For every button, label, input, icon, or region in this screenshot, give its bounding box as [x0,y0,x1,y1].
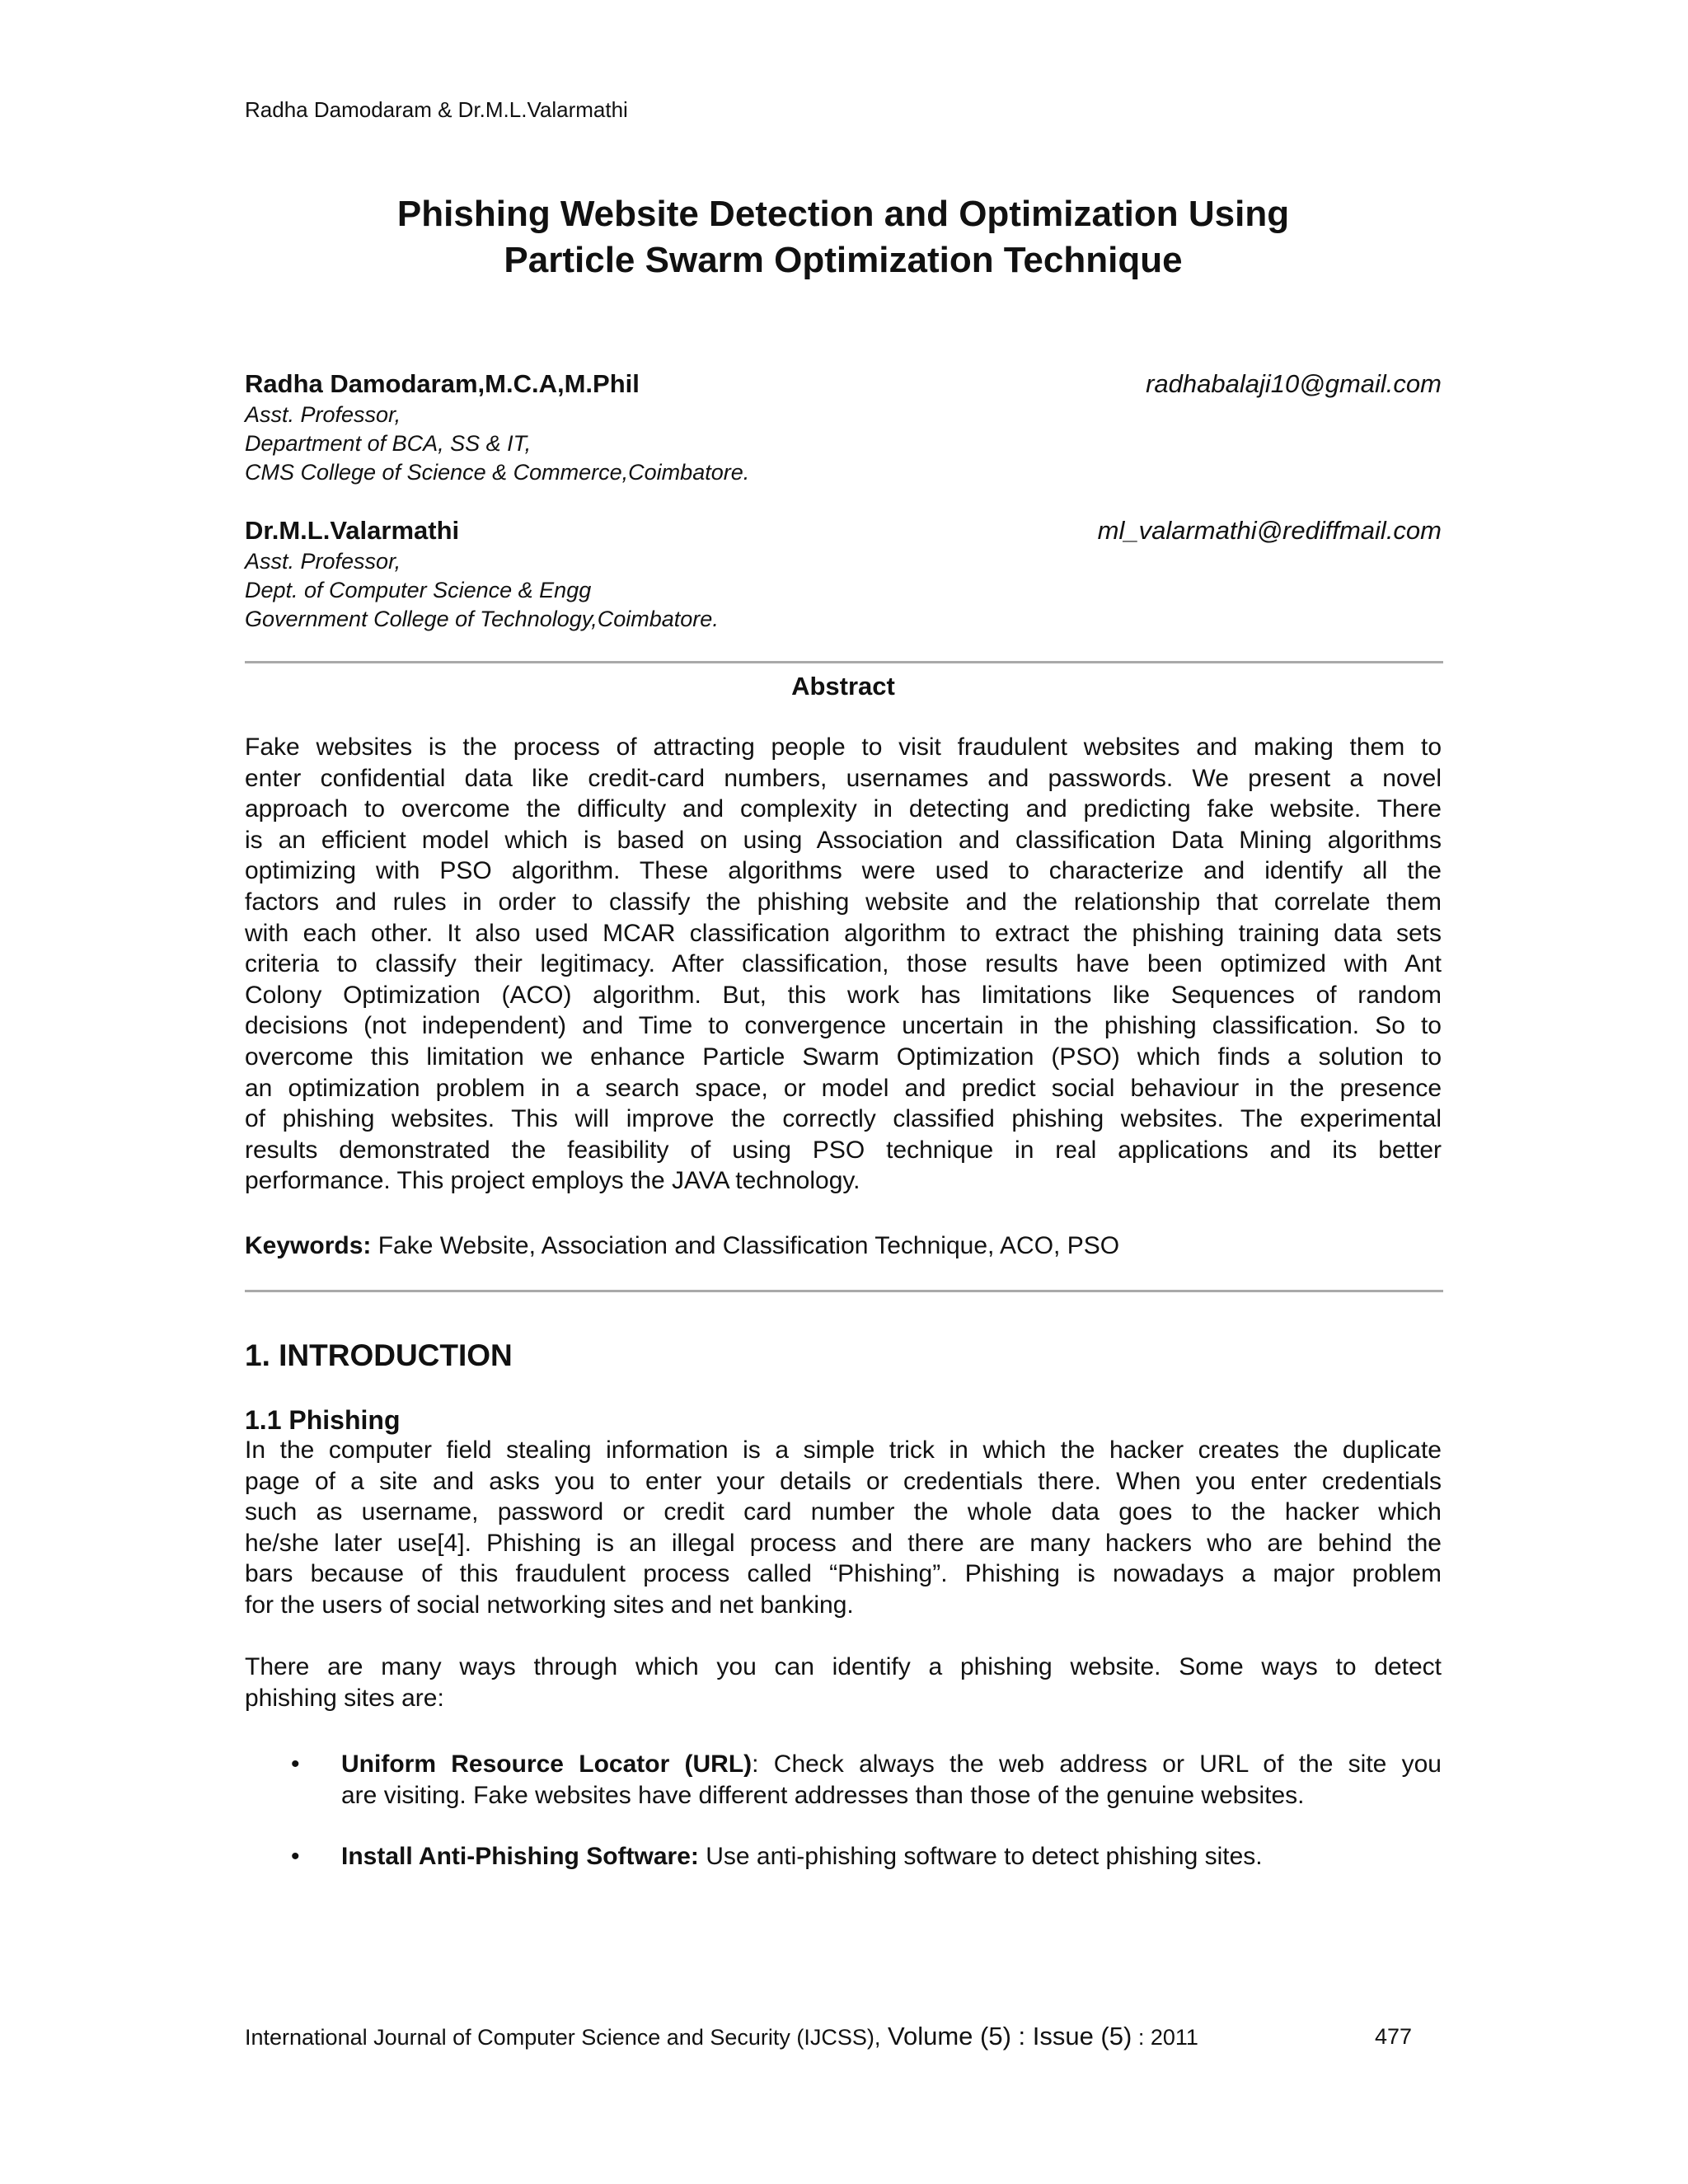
section-heading: 1. INTRODUCTION [245,1338,513,1372]
intro-paragraph-2 [245,1652,1442,1713]
text-line: enter confidential data like credit-card numbers, usernames and passwords. We present a novel [245,764,1442,792]
text-line [341,1841,1442,1872]
text-line: overcome this limitation we enhance Particle Swarm Optimization (PSO) which finds a solution to [245,1043,1442,1071]
text-line: Colony Optimization (ACO) algorithm. But, this work has limitations like Sequences of random [245,981,1442,1009]
text-line: with each other. It also used MCAR classification algorithm to extract the phishing training data sets [245,919,1442,947]
text-line: approach to overcome the difficulty and complexity in detecting and predicting fake website. There [245,795,1442,823]
text-line: are visiting. Fake websites have different addresses than those of the genuine websites. [341,1781,1305,1809]
text-line: he/she later use[4]. Phishing is an illegal process and there are many hackers who are behind the [245,1529,1442,1557]
author-block-2 [245,514,1442,634]
keywords-label: Keywords: [245,1232,372,1259]
title-line-2: Particle Swarm Optimization Technique [504,240,1183,280]
keywords [245,1230,1442,1262]
horizontal-rule-bottom [245,1290,1443,1292]
subsection-heading: 1.1 Phishing [245,1405,401,1435]
page-number: 477 [1375,2024,1413,2049]
author-name: Dr.M.L.Valarmathi [245,516,460,545]
footer-journal: International Journal of Computer Science and Security (IJCSS), [245,2025,881,2050]
bullet-text: : Check always the web address or URL of the site you [752,1750,1442,1778]
author-email: ml_valarmathi@rediffmail.com [1097,516,1442,545]
bullet-content [341,1749,1442,1811]
bullet-icon: • [291,1843,300,1870]
text-line: optimizing with PSO algorithm. These algorithms were used to characterize and identify all the [245,857,1442,885]
author-name: Radha Damodaram,M.C.A,M.Phil [245,369,640,398]
text-line: for the users of social networking sites and net banking. [245,1591,854,1619]
text-line: Fake websites is the process of attracting people to visit fraudulent websites and making them to [245,733,1442,761]
bullet-icon: • [291,1750,300,1778]
author-affiliation-line: Department of BCA, SS & IT, [245,431,532,456]
author-affiliation-line: Government College of Technology,Coimbatore. [245,607,719,631]
author-affiliation-line: Dept. of Computer Science & Engg [245,578,592,602]
bullet-term: Install Anti-Phishing Software: [341,1843,699,1870]
text-line: such as username, password or credit card number the whole data goes to the hacker which [245,1498,1442,1526]
text-line: decisions (not independent) and Time to convergence uncertain in the phishing classification. So to [245,1012,1442,1040]
page-footer [245,2022,1198,2052]
author-affiliation-line: Asst. Professor, [245,549,401,574]
text-line: performance. This project employs the JAVA technology. [245,1167,860,1195]
text-line: In the computer field stealing information is a simple trick in which the hacker creates the duplicate [245,1436,1442,1464]
intro-paragraph-1 [245,1435,1442,1621]
text-line: page of a site and asks you to enter your details or credentials there. When you enter credentials [245,1467,1442,1495]
title-line-1: Phishing Website Detection and Optimization Using [396,194,1290,234]
horizontal-rule-top [245,661,1443,663]
abstract-heading: Abstract [791,672,895,701]
author-affiliation-line: Asst. Professor, [245,402,401,427]
footer-volume: Volume (5) : Issue (5) [880,2022,1132,2050]
author-affiliation-line: CMS College of Science & Commerce,Coimbatore. [245,460,750,485]
text-line: of phishing websites. This will improve the correctly classified phishing websites. The experimental [245,1105,1442,1133]
text-line: is an efficient model which is based on using Association and classification Data Mining algorithms [245,826,1442,854]
bullet-text: Use anti-phishing software to detect phishing sites. [698,1843,1263,1870]
text-line: bars because of this fraudulent process called “Phishing”. Phishing is nowadays a major problem [245,1560,1442,1588]
keywords-text: Fake Website, Association and Classification Technique, ACO, PSO [371,1232,1120,1259]
text-line: criteria to classify their legitimacy. After classification, those results have been optimized with Ant [245,950,1442,978]
bullet-term: Uniform Resource Locator (URL) [341,1750,753,1778]
text-line: an optimization problem in a search space, or model and predict social behaviour in the presence [245,1074,1442,1102]
paper-title [245,191,1442,284]
text-line: results demonstrated the feasibility of using PSO technique in real applications and its better [245,1136,1442,1164]
text-line: There are many ways through which you can identify a phishing website. Some ways to detect [245,1653,1442,1680]
running-head: Radha Damodaram & Dr.M.L.Valarmathi [245,97,628,122]
text-line: factors and rules in order to classify the phishing website and the relationship that correlate them [245,888,1442,916]
bullet-content [341,1841,1442,1872]
footer-year: : 2011 [1132,2025,1198,2050]
text-line: phishing sites are: [245,1684,444,1712]
author-block-1 [245,368,1442,487]
abstract-body [245,732,1442,1197]
author-email: radhabalaji10@gmail.com [1146,369,1442,398]
text-line [341,1749,1442,1780]
